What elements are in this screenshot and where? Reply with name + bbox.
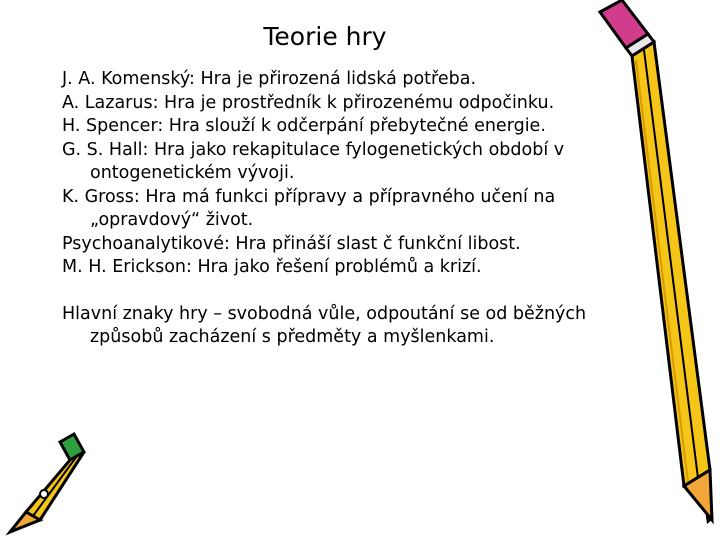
- pencil-bottom-left: [10, 434, 84, 532]
- pencil-top-right: [600, 0, 712, 524]
- theory-item-komensky: J. A. Komenský: Hra je přirozená lidská potřeba.: [62, 69, 477, 89]
- theory-item-hall: G. S. Hall: Hra jako rekapitulace fylogenetických období v ontogenetickém vývoji.: [62, 139, 565, 183]
- slide-title: Teorie hry: [263, 22, 387, 51]
- slide-body: [62, 68, 642, 350]
- summary-text: Hlavní znaky hry – svobodná vůle, odpoutání se od běžných způsobů zacházení s předměty a myšlenkami.: [62, 303, 587, 347]
- theory-item-spencer: H. Spencer: Hra slouží k odčerpání přebytečné energie.: [62, 116, 546, 136]
- theory-item-psychoanalysts: Psychoanalytikové: Hra přináší slast č funkční libost.: [62, 233, 521, 254]
- theory-item-lazarus: A. Lazarus: Hra je prostředník k přirozenému odpočinku.: [62, 92, 555, 113]
- paragraph-spacer: [62, 280, 642, 303]
- theory-item-erickson: M. H. Erickson: Hra jako řešení problémů a krizí.: [62, 257, 482, 277]
- theory-item-gross: K. Gross: Hra má funkci přípravy a přípravného učení na „opravdový“ život.: [62, 186, 556, 230]
- pencil-icon: [560, 0, 720, 540]
- pencil-icon: [0, 430, 120, 540]
